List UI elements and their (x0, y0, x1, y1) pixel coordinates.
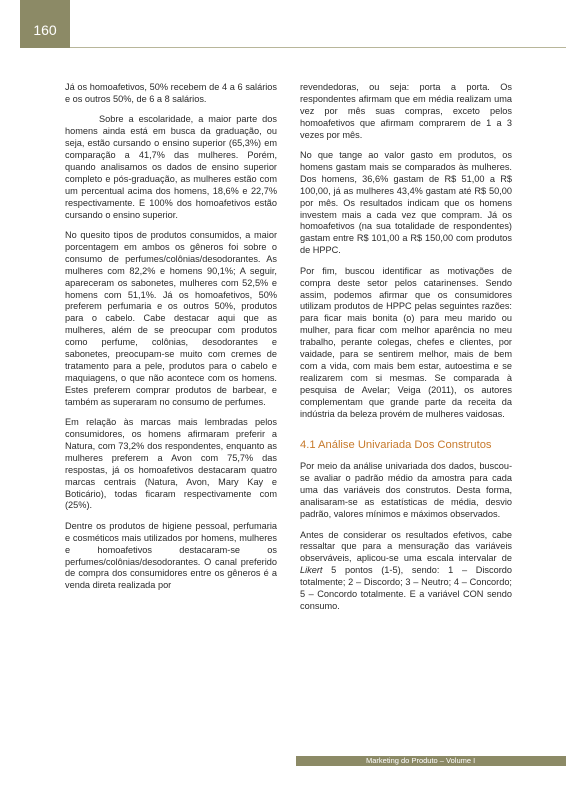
paragraph: revendedoras, ou seja: porta a porta. Os respondentes afirmam que em média realizam uma vez por mês suas compras, exceto pelos homoafetivos que afirmam comprarem de 1 a 3 vezes por mês. (300, 82, 512, 140)
header-rule (70, 47, 566, 48)
likert-term: Likert (300, 565, 323, 576)
right-column (300, 82, 512, 621)
footer-bar (296, 756, 566, 766)
page-number (20, 0, 70, 48)
footer-text: Marketing do Produto – Volume I (366, 756, 476, 765)
page-number-text: 160 (33, 22, 57, 38)
paragraph-text: 5 pontos (1-5), sendo: 1 – Discordo totalmente; 2 – Discordo; 3 – Neutro; 4 – Concordo; 5 – Concordo totalmente. E a variável CON sendo consumo. (300, 565, 512, 611)
paragraph: Em relação às marcas mais lembradas pelos consumidores, os homens afirmaram preferir a Natura, com 73,2% dos respondentes, enquanto as mulheres preferem a Avon com 75,7% das respostas, já os homoafetivos destacaram quatro marcas centrais (Natura, Avon, Mary Kay e Boticário), todas ficaram respectivamente com (25%). (65, 417, 277, 511)
paragraph-text: Antes de considerar os resultados efetivos, cabe ressaltar que para a mensuração das variáveis observáveis, aplicou-se uma escala intervalar de (300, 529, 512, 564)
left-column (65, 82, 277, 601)
paragraph: Sobre a escolaridade, a maior parte dos homens ainda está em busca da graduação, ou seja, estão cursando o ensino superior (65,3%) em comparação a 41,7% das mulheres. Porém, quando analisamos os dados de ensino superior completo e pós-graduação, as mulheres estão com um percentual acima dos homens, 18,6% e 22,7% respectivamente. E 100% dos homoafetivos estão cursando o ensino superior. (65, 114, 277, 220)
paragraph: Por meio da análise univariada dos dados, buscou-se avaliar o padrão médio da amostra para cada uma das variáveis dos construtos. Desta forma, analisaram-se as estatísticas de média, desvio padrão, valores mínimos e máximos observados. (300, 461, 512, 520)
paragraph: Já os homoafetivos, 50% recebem de 4 a 6 salários e os outros 50%, de 6 a 8 salários. (65, 82, 277, 104)
paragraph: No quesito tipos de produtos consumidos, a maior porcentagem em ambos os gêneros foi sobre o consumo de perfumes/colônias/desodorantes. As mulheres com 82,2% e homens 90,1%; A seguir, apareceram os sabonetes, mulheres com 52,5% e homens com 51,1%. Já os homoafetivos, 50% preferem perfumaria e os outros 50%, produtos para o cabelo. Cabe destacar aqui que as mulheres, além de se preocupar com produtos como perfume, colônias, desodorantes e sabonetes, preocupam-se muito com cremes de tratamento para a pele, produtos para o cabelo e maquiagens, o que não acontece com os homens. Estes preferem comprar produtos de barbear, e também as superaram no consumo de perfumes. (65, 229, 277, 407)
paragraph: No que tange ao valor gasto em produtos, os homens gastam mais se comparados às mulheres. Dos homens, 36,6% gastam de R$ 51,00 a R$ 100,00, já as mulheres 43,4% gastam até R$ 50,00 por mês. Os resultados indicam que os homens investem mais a cada vez que compram. Já os homoafetivos (na sua totalidade de respondentes) gastam entre R$ 101,00 a R$ 150,00 com produtos de HPPC. (300, 150, 512, 256)
section-heading: 4.1 Análise Univariada Dos Construtos (300, 439, 492, 452)
paragraph (300, 530, 512, 613)
paragraph: Por fim, buscou identificar as motivações de compra deste setor pelos catarinenses. Sendo assim, podemos afirmar que os consumidores utilizam produtos de HPPC pelas seguintes razões: para ficar mais bonita (o) para meu marido ou mulher, para ficar com melhor aparência no meu trabalho, perante colegas, chefes e clientes, por vaidade, para se sentirem melhor, mais de bem com a vida, com mais bem estar, autoestima e se realizarem com si mesmas. Se comparada à pesquisa de Avelar; Veiga (2011), os autores complementam que grande parte da receita da indústria da beleza provém de mulheres vaidosas. (300, 265, 512, 419)
paragraph: Dentre os produtos de higiene pessoal, perfumaria e cosméticos mais utilizados por homens, mulheres e homoafetivos destacaram-se os perfumes/colônias/desodorantes. O canal preferido de compra dos consumidores entre os gêneros é a venda direta realizada por (65, 520, 277, 591)
